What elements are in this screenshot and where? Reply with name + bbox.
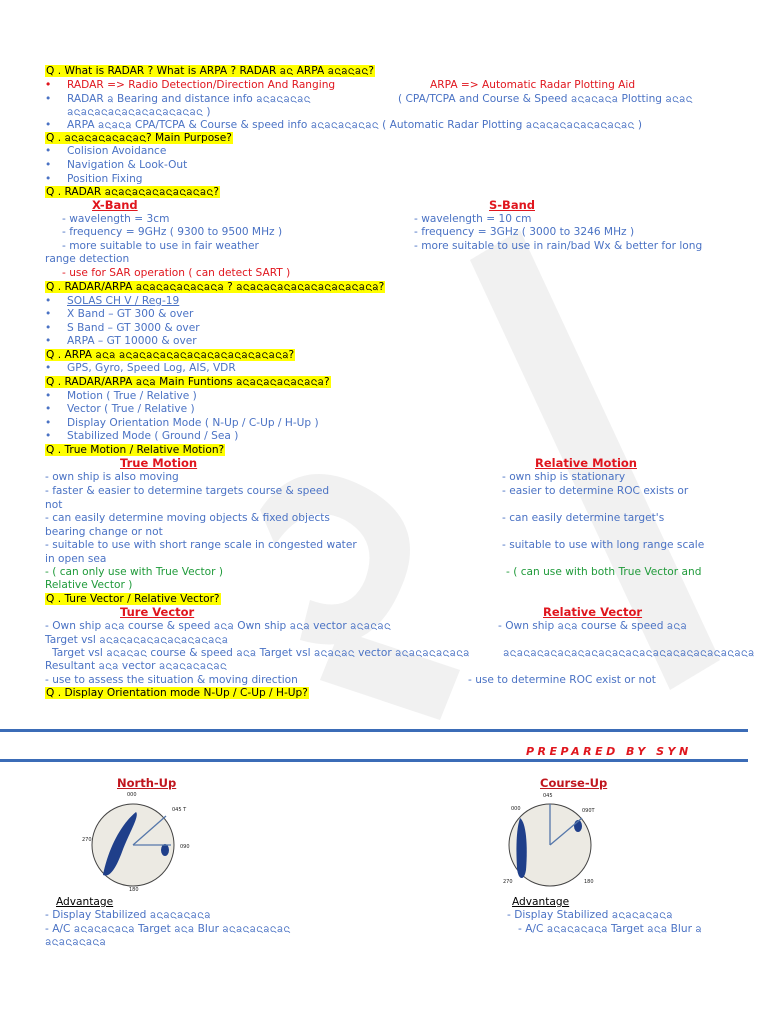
- north-up-title: North-Up: [117, 776, 177, 790]
- tv-line-1: - Own ship ᨡᨶᨡ course & speed ᨡᨶᨡ Own ship ᨡᨶᨡ vector ᨡᨶᨡᨶᨡᨶ: [45, 620, 391, 632]
- cu-label-090: 090T: [582, 808, 595, 814]
- course-up-title: Course-Up: [540, 776, 608, 790]
- bullet-dot: •: [45, 145, 52, 157]
- bullet-dot: •: [45, 119, 52, 131]
- bullet-dot: •: [45, 362, 52, 374]
- tv-line-4: Resultant ᨡᨶᨡ vector ᨡᨶᨡᨶᨡᨶᨡᨶᨡᨶ: [45, 660, 227, 672]
- bullet-dot: •: [45, 390, 52, 402]
- cu-adv-line-2: - A/C ᨡᨶᨡᨶᨡᨶᨡᨶᨡ Target ᨡᨶᨡ Blur ᨡ: [518, 923, 702, 935]
- sband-line-2: - frequency = 3GHz ( 3000 to 3246 MHz ): [414, 226, 635, 238]
- true-vector-title: Ture Vector: [120, 605, 195, 619]
- q1-bullet-2-cont: ᨡᨶᨡᨶᨡᨶᨡᨶᨡᨶᨡᨶᨡᨶᨡᨶᨡᨶᨡᨶ ): [67, 106, 211, 118]
- bullet-dot: •: [45, 173, 52, 185]
- nu-adv-line-3: ᨡᨶᨡᨶᨡᨶᨡᨶᨡ: [45, 936, 106, 948]
- sar-line: - use for SAR operation ( can detect SART ): [62, 267, 291, 279]
- bullet-dot: •: [45, 308, 52, 320]
- nu-adv-line-1: - Display Stabilized ᨡᨶᨡᨶᨡᨶᨡᨶᨡ: [45, 909, 211, 921]
- q1-bullet-2-right: ( CPA/TCPA and Course & Speed ᨡᨶᨡᨶᨡᨶᨡ Plotting ᨡᨶᨡᨶ: [398, 93, 693, 105]
- q4-item-3: S Band – GT 3000 & over: [67, 322, 200, 334]
- north-up-advantage-heading: Advantage: [56, 896, 114, 908]
- nu-adv-line-2: - A/C ᨡᨶᨡᨶᨡᨶᨡᨶᨡ Target ᨡᨶᨡ Blur ᨡᨶᨡᨶᨡᨶᨡᨶᨡᨶ: [45, 923, 291, 935]
- course-up-radar-display: [498, 790, 608, 900]
- bullet-dot: •: [45, 295, 52, 307]
- tm-line-7: in open sea: [45, 553, 107, 565]
- question-9: Q . Display Orientation mode N-Up / C-Up / H-Up?: [46, 687, 308, 699]
- sband-line-1: - wavelength = 10 cm: [414, 213, 532, 225]
- tm-line-3: not: [45, 499, 63, 511]
- q1-arpa-def: ARPA => Automatic Radar Plotting Aid: [430, 79, 636, 91]
- q6-item-4: Stabilized Mode ( Ground / Sea ): [67, 430, 239, 442]
- question-1: Q . What is RADAR ? What is ARPA ? RADAR ᨡᨶ ARPA ᨡᨶᨡᨶᨡᨶ?: [46, 65, 374, 77]
- rm-green: - ( can use with both True Vector and: [506, 566, 702, 578]
- q1-bullet-3: ARPA ᨡᨶᨡᨶᨡ CPA/TCPA & Course & speed info ᨡᨶᨡᨶᨡᨶᨡᨶᨡᨶ ( Automatic Radar Plotting ᨡᨶᨡᨶᨡᨶᨡᨶᨡᨶᨡᨶᨡᨶᨡᨶ ): [67, 119, 643, 131]
- bullet-dot: •: [45, 335, 52, 347]
- bullet-dot: •: [45, 93, 52, 105]
- rm-line-1: - own ship is stationary: [502, 471, 626, 483]
- nu-label-090: 090: [180, 844, 190, 850]
- true-motion-title: True Motion: [120, 456, 198, 470]
- q1-bullet-2: RADAR ᨡ Bearing and distance info ᨡᨶᨡᨶᨡᨶᨡᨶ: [67, 93, 311, 105]
- tm-line-6: - suitable to use with short range scale in congested water: [45, 539, 357, 551]
- q1-bullet-1: RADAR => Radio Detection/Direction And Ranging: [67, 79, 336, 91]
- north-up-radar-display: [78, 790, 188, 900]
- tm-line-1: - own ship is also moving: [45, 471, 179, 483]
- cu-adv-line-1: - Display Stabilized ᨡᨶᨡᨶᨡᨶᨡᨶᨡ: [507, 909, 673, 921]
- cu-label-180: 180: [584, 879, 594, 885]
- question-7: Q . True Motion / Relative Motion?: [46, 444, 225, 456]
- bullet-dot: •: [45, 403, 52, 415]
- rm-line-3: - can easily determine target's: [502, 512, 665, 524]
- relative-motion-title: Relative Motion: [535, 456, 637, 470]
- prepared-by: PREPARED BY SYN: [526, 745, 692, 758]
- q4-item-4: ARPA – GT 10000 & over: [67, 335, 197, 347]
- page-divider-bottom: [0, 759, 748, 762]
- cu-label-270: 270: [503, 879, 513, 885]
- cu-label-000: 000: [511, 806, 521, 812]
- sband-line-3: - more suitable to use in rain/bad Wx & better for long: [414, 240, 703, 252]
- rv-line-3: ᨡᨶᨡᨶᨡᨶᨡᨶᨡᨶᨡᨶᨡᨶᨡᨶᨡᨶᨡᨶᨡᨶᨡᨶᨡᨶᨡᨶᨡᨶᨡᨶᨡᨶᨡᨶᨡ: [503, 647, 755, 659]
- bullet-dot: •: [45, 430, 52, 442]
- question-4: Q . RADAR/ARPA ᨡᨶᨡᨶᨡᨶᨡᨶᨡᨶᨡᨶᨡ ? ᨡᨶᨡᨶᨡᨶᨡᨶᨡᨶᨡᨶᨡᨶᨡᨶᨡᨶᨡᨶᨡ?: [46, 281, 385, 293]
- rv-line-5: - use to determine ROC exist or not: [468, 674, 656, 686]
- q2-item-1: Colision Avoidance: [67, 145, 167, 157]
- q6-item-1: Motion ( True / Relative ): [67, 390, 197, 402]
- question-5: Q . ARPA ᨡᨶᨡ ᨡᨶᨡᨶᨡᨶᨡᨶᨡᨶᨡᨶᨡᨶᨡᨶᨡᨶᨡᨶᨡᨶᨡᨶᨡ?: [46, 349, 295, 361]
- course-up-advantage-heading: Advantage: [512, 896, 570, 908]
- q6-item-3: Display Orientation Mode ( N-Up / C-Up / H-Up ): [67, 417, 319, 429]
- question-2: Q . ᨡᨶᨡᨶᨡᨶᨡᨶᨡᨶᨡᨶ? Main Purpose?: [46, 132, 232, 144]
- bullet-dot: •: [45, 79, 52, 91]
- q6-item-2: Vector ( True / Relative ): [67, 403, 195, 415]
- tm-line-4: - can easily determine moving objects & fixed objects: [45, 512, 330, 524]
- bullet-dot: •: [45, 159, 52, 171]
- page-divider-top: [0, 729, 748, 732]
- q4-item-2: X Band – GT 300 & over: [67, 308, 194, 320]
- range-detection: range detection: [45, 253, 130, 265]
- q5-item-1: GPS, Gyro, Speed Log, AIS, VDR: [67, 362, 236, 374]
- question-3: Q . RADAR ᨡᨶᨡᨶᨡᨶᨡᨶᨡᨶᨡᨶᨡᨶᨡᨶ?: [46, 186, 220, 198]
- nu-label-045: 045 T: [172, 807, 187, 813]
- cu-label-045: 045: [543, 793, 553, 799]
- rm-line-2: - easier to determine ROC exists or: [502, 485, 689, 497]
- bullet-dot: •: [45, 417, 52, 429]
- q2-item-3: Position Fixing: [67, 173, 143, 185]
- xband-line-1: - wavelength = 3cm: [62, 213, 170, 225]
- question-6: Q . RADAR/ARPA ᨡᨶᨡ Main Funtions ᨡᨶᨡᨶᨡᨶᨡᨶᨡᨶᨡᨶᨡ?: [46, 376, 330, 388]
- tm-line-2: - faster & easier to determine targets course & speed: [45, 485, 330, 497]
- rm-green-cont: Relative Vector ): [45, 579, 133, 591]
- q4-item-1[interactable]: SOLAS CH V / Reg-19: [67, 295, 180, 307]
- rv-line-1: - Own ship ᨡᨶᨡ course & speed ᨡᨶᨡ: [498, 620, 687, 632]
- xband-title: X-Band: [92, 198, 138, 212]
- relative-vector-title: Relative Vector: [543, 605, 643, 619]
- tm-green: - ( can only use with True Vector ): [45, 566, 223, 578]
- tm-line-5: bearing change or not: [45, 526, 163, 538]
- q2-item-2: Navigation & Look-Out: [67, 159, 188, 171]
- rm-line-4: - suitable to use with long range scale: [502, 539, 705, 551]
- xband-line-3: - more suitable to use in fair weather: [62, 240, 259, 252]
- sband-title: S-Band: [489, 198, 535, 212]
- nu-label-180: 180: [129, 887, 139, 893]
- tv-line-5: - use to assess the situation & moving direction: [45, 674, 298, 686]
- tv-line-2: Target vsl ᨡᨶᨡᨶᨡᨶᨡᨶᨡᨶᨡᨶᨡᨶᨡᨶᨡᨶᨡ: [45, 634, 229, 646]
- question-8: Q . Ture Vector / Relative Vector?: [46, 593, 220, 605]
- xband-line-2: - frequency = 9GHz ( 9300 to 9500 MHz ): [62, 226, 283, 238]
- bullet-dot: •: [45, 322, 52, 334]
- tv-line-3: Target vsl ᨡᨶᨡᨶᨡᨶ course & speed ᨡᨶᨡ Target vsl ᨡᨶᨡᨶᨡᨶ vector ᨡᨶᨡᨶᨡᨶᨡᨶᨡᨶᨡ: [52, 647, 470, 659]
- nu-label-270: 270: [82, 837, 92, 843]
- nu-label-000: 000: [127, 792, 137, 798]
